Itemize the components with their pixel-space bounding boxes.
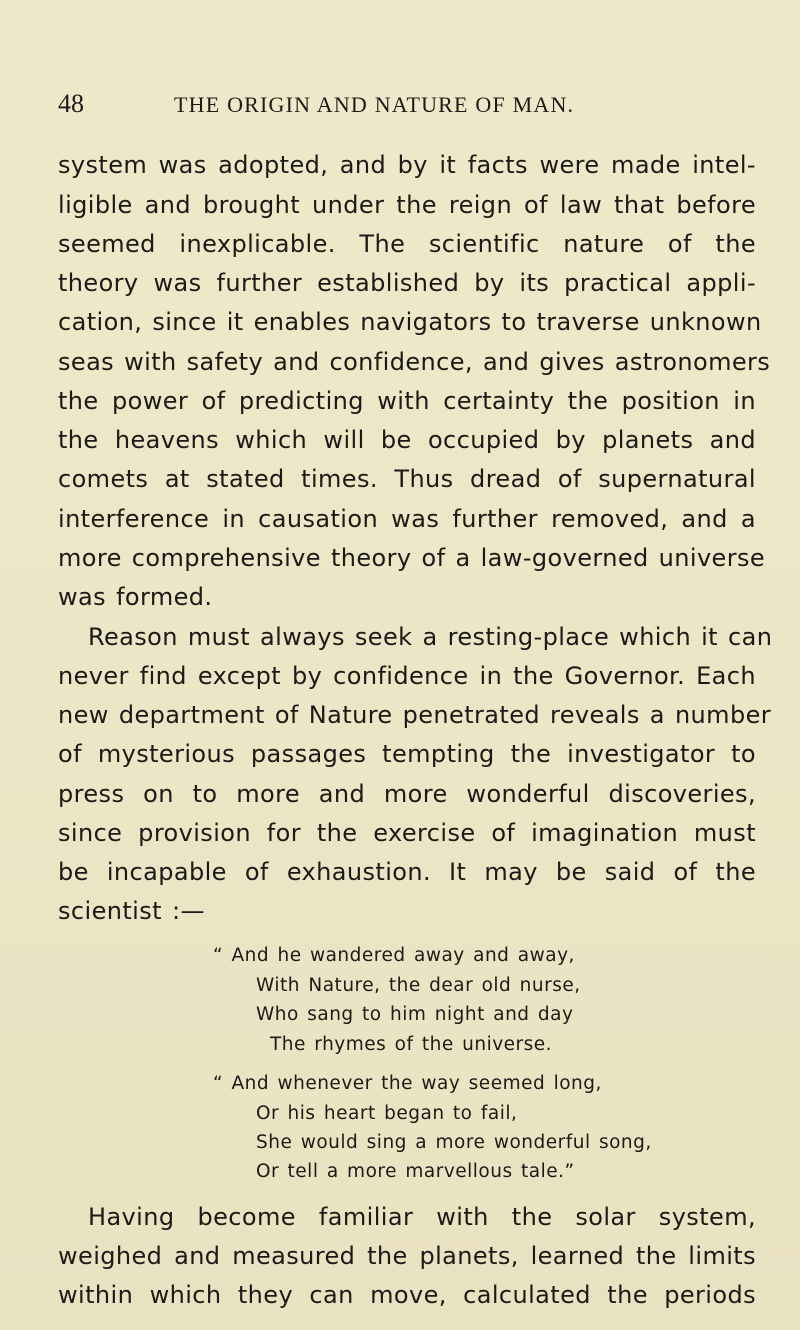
page-number: 48 — [58, 89, 84, 118]
text-line: theory was further established by its practical appli- — [58, 269, 756, 297]
text-line: was formed. — [58, 583, 213, 611]
verse-line: Who sang to him night and day — [256, 1004, 574, 1025]
text-line: more comprehensive theory of a law-governed universe — [58, 544, 766, 572]
text-line: be incapable of exhaustion. It may be said of the — [58, 858, 756, 886]
verse-line: The rhymes of the universe. — [270, 1034, 553, 1055]
page-header — [58, 86, 748, 122]
text-line: ligible and brought under the reign of law that before — [58, 191, 756, 219]
text-line: of mysterious passages tempting the investigator to — [58, 740, 756, 768]
text-line: new department of Nature penetrated reveals a number — [58, 701, 772, 729]
text-line: weighed and measured the planets, learned the limits — [58, 1242, 756, 1270]
running-head: THE ORIGIN AND NATURE OF MAN. — [174, 92, 575, 117]
text-line: since provision for the exercise of imagination must — [58, 819, 756, 847]
verse-line: “ And he wandered away and away, — [213, 945, 575, 966]
text-line: seas with safety and confidence, and gives astronomers — [58, 348, 771, 376]
text-line: Reason must always seek a resting-place which it can — [88, 623, 773, 651]
text-line: system was adopted, and by it facts were made intel- — [58, 151, 756, 179]
text-line: the heavens which will be occupied by planets and — [58, 426, 756, 454]
text-line: within which they can move, calculated the periods — [58, 1281, 756, 1309]
verse-line: Or tell a more marvellous tale.” — [256, 1161, 575, 1182]
text-line: Having become familiar with the solar system, — [88, 1203, 756, 1231]
text-line: cation, since it enables navigators to traverse unknown — [58, 308, 762, 336]
text-line: press on to more and more wonderful discoveries, — [58, 780, 756, 808]
verse-line: With Nature, the dear old nurse, — [256, 975, 581, 996]
text-line: seemed inexplicable. The scientific nature of the — [58, 230, 756, 258]
text-line: the power of predicting with certainty the position in — [58, 387, 756, 415]
verse-line: “ And whenever the way seemed long, — [213, 1073, 602, 1094]
verse-line: She would sing a more wonderful song, — [256, 1132, 652, 1153]
text-line: interference in causation was further removed, and a — [58, 505, 756, 533]
text-line: scientist :— — [58, 897, 205, 925]
verse-line: Or his heart began to fail, — [256, 1103, 518, 1124]
text-line: comets at stated times. Thus dread of supernatural — [58, 465, 756, 493]
text-line: never find except by confidence in the Governor. Each — [58, 662, 756, 690]
